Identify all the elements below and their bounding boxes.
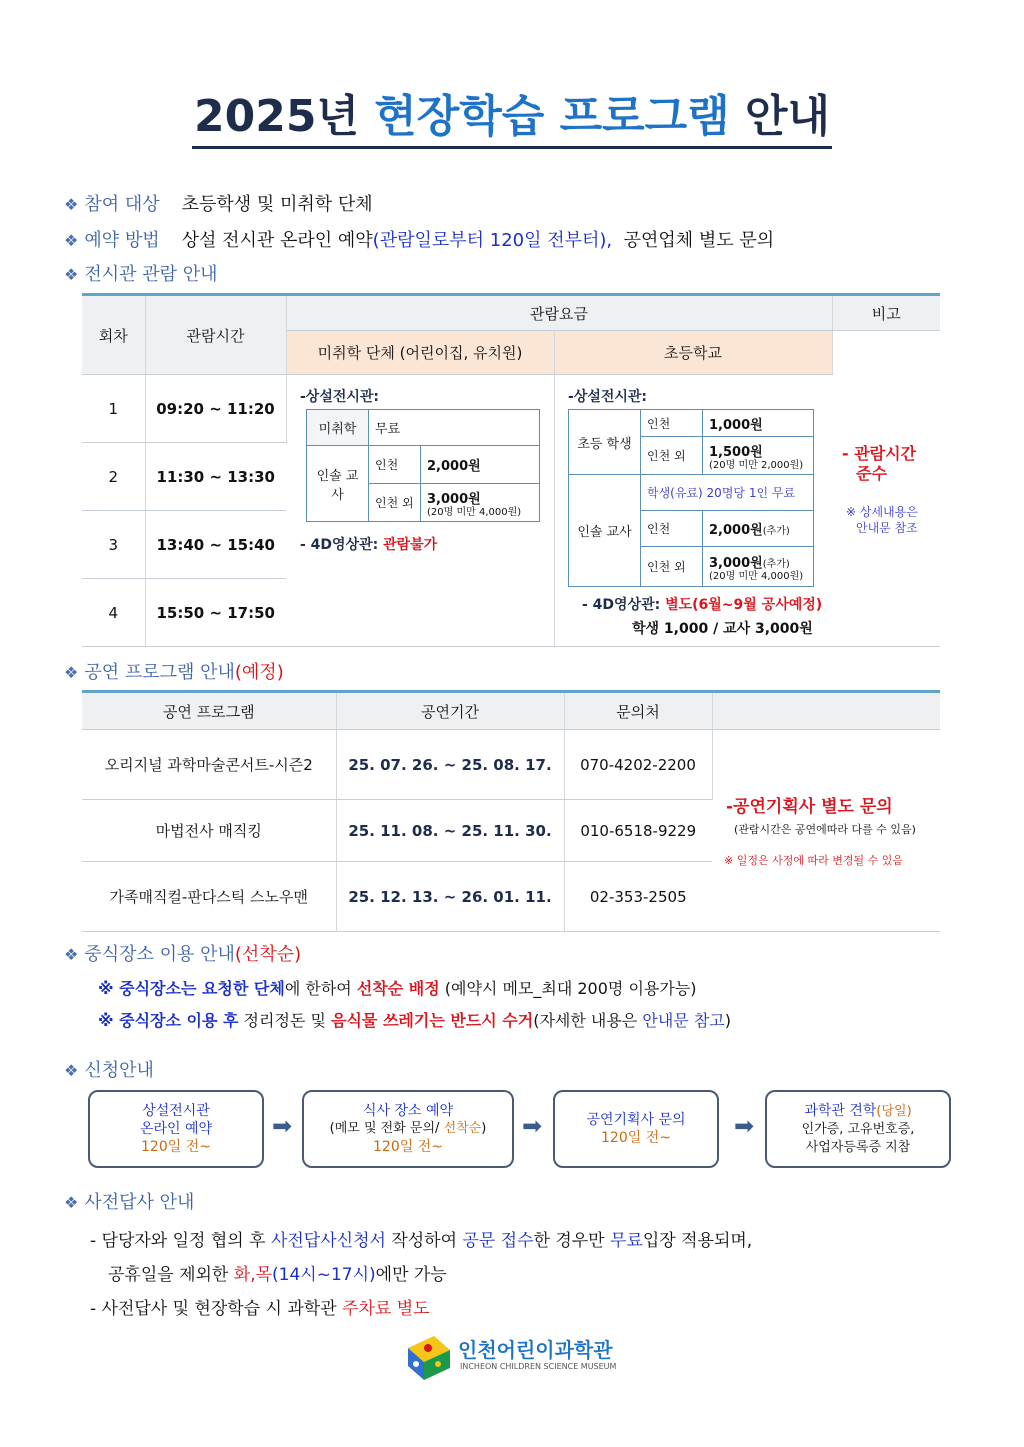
- t-out-label: 인천 외: [641, 547, 703, 587]
- header-fee: 관람요금: [286, 295, 832, 331]
- visit-line-2: 공휴일을 제외한 화,목(14시~17시)에만 가능: [108, 1265, 447, 1285]
- cube-logo-icon: [398, 1328, 456, 1382]
- out-label: 인천 외: [369, 484, 421, 522]
- pre-hall-label: -상설전시관:: [300, 389, 380, 405]
- arrow-right-icon: ➡: [272, 1112, 293, 1140]
- program-contact: 02-353-2505: [564, 862, 712, 932]
- round-cell: 1: [82, 375, 145, 443]
- kid-label: 미취학: [307, 410, 369, 446]
- logo-name: 인천어린이과학관: [458, 1338, 613, 1362]
- visit-heading: ❖ 사전답사 안내: [64, 1192, 195, 1213]
- t-in-label: 인천: [641, 511, 703, 547]
- s-out-label: 인천 외: [641, 437, 703, 475]
- header-elementary: 초등학교: [554, 331, 832, 375]
- visit-line-3: - 사전답사 및 현장학습 시 과학관 주차료 별도: [90, 1299, 430, 1319]
- e-teacher-label: 인솔 교사: [569, 475, 641, 587]
- page-title: 2025년 현장학습 프로그램 안내: [0, 88, 1024, 149]
- elem-4d-row: - 4D영상관: 별도(6월~9월 공사예정): [582, 597, 823, 613]
- diamond-icon: ❖: [64, 663, 79, 682]
- perform-heading: ❖ 공연 프로그램 안내(예정): [64, 662, 284, 683]
- exhibit-heading: ❖ 전시관 관람 안내: [64, 264, 218, 285]
- target-row: ❖ 참여 대상 초등학생 및 미취학 단체: [64, 194, 373, 215]
- kid-fee: 무료: [369, 410, 540, 446]
- out-fee-cell: [421, 484, 540, 522]
- step-performer-inquiry: 공연기획사 문의 120일 전~: [553, 1090, 719, 1168]
- diamond-icon: ❖: [64, 195, 79, 214]
- step-online-reserve: 상설전시관 온라인 예약 120일 전~: [88, 1090, 264, 1168]
- program-contact: 070-4202-2200: [564, 730, 712, 800]
- diamond-icon: ❖: [64, 945, 79, 964]
- lunch-line-1: ※ 중식장소는 요청한 단체에 한하여 선착순 배정 (예약시 메모_최대 200명 이용가능): [98, 979, 697, 998]
- header-blank: [712, 692, 940, 730]
- in-fee: 2,000원: [421, 446, 540, 484]
- time-cell: 15:50 ~ 17:50: [145, 579, 286, 647]
- reserve-row: ❖ 예약 방법 상설 전시관 온라인 예약(관람일로부터 120일 전부터), 공연업체 별도 문의: [64, 230, 775, 251]
- pre-4d-row: - 4D영상관: 관람불가: [300, 537, 438, 553]
- header-contact: 문의처: [564, 692, 712, 730]
- in-label: 인천: [369, 446, 421, 484]
- museum-logo: [398, 1328, 638, 1384]
- t-in-fee-cell: 2,000원(추가): [703, 511, 814, 547]
- logo-sub: INCHEON CHILDREN SCIENCE MUSEUM: [460, 1362, 617, 1371]
- out-sub: (20명 미만 4,000원): [427, 506, 522, 518]
- student-label: 초등 학생: [569, 410, 641, 475]
- perform-note-main: -공연기획사 별도 문의: [726, 797, 893, 817]
- step-visit: 과학관 견학(당일) 인가증, 고유번호증, 사업자등록증 지참: [765, 1090, 951, 1168]
- diamond-icon: ❖: [64, 1193, 79, 1212]
- header-preschool: 미취학 단체 (어린이집, 유치원): [286, 331, 554, 375]
- header-time: 관람시간: [145, 295, 286, 375]
- s-out-fee-cell: 1,500원 (20명 미만 2,000원): [703, 437, 814, 475]
- diamond-icon: ❖: [64, 265, 79, 284]
- elem-hall-label: -상설전시관:: [568, 389, 648, 405]
- header-program: 공연 프로그램: [82, 692, 336, 730]
- program-name: 가족매직컬-판다스틱 스노우맨: [82, 862, 336, 932]
- round-cell: 2: [82, 443, 145, 511]
- header-round: 회차: [82, 295, 145, 375]
- header-period: 공연기간: [336, 692, 564, 730]
- teacher-label: 인솔 교사: [307, 446, 369, 522]
- note-main: - 관람시간 준수: [842, 444, 917, 483]
- arrow-right-icon: ➡: [522, 1112, 543, 1140]
- visit-line-1: - 담당자와 일정 협의 후 사전답사신청서 작성하여 공문 접수한 경우만 무료입장 적용되며,: [90, 1231, 753, 1251]
- program-period: 25. 07. 26. ~ 25. 08. 17.: [336, 730, 564, 800]
- program-period: 25. 12. 13. ~ 26. 01. 11.: [336, 862, 564, 932]
- arrow-right-icon: ➡: [734, 1112, 755, 1140]
- elem-4d-fee: 학생 1,000 / 교사 3,000원: [632, 621, 813, 637]
- program-name: 마법전사 매직킹: [82, 800, 336, 862]
- out-fee: 3,000원: [427, 491, 481, 507]
- diamond-icon: ❖: [64, 231, 79, 250]
- elem-fee-table: [568, 409, 814, 587]
- step-lunch-reserve: 식사 장소 예약 (메모 및 전화 문의/ 선착순) 120일 전~: [302, 1090, 514, 1168]
- time-cell: 13:40 ~ 15:40: [145, 511, 286, 579]
- perform-note-warn: ※ 일정은 사정에 따라 변경될 수 있음: [724, 854, 903, 867]
- pre-fee-table: [306, 409, 540, 522]
- program-period: 25. 11. 08. ~ 25. 11. 30.: [336, 800, 564, 862]
- note-cell: [832, 331, 940, 647]
- round-cell: 4: [82, 579, 145, 647]
- s-in-fee: 1,000원: [703, 410, 814, 437]
- program-name: 오리지널 과학마술콘서트-시즌2: [82, 730, 336, 800]
- round-cell: 3: [82, 511, 145, 579]
- header-note: 비고: [832, 295, 940, 331]
- free-note: 학생(유료) 20명당 1인 무료: [641, 475, 814, 511]
- diamond-icon: ❖: [64, 1061, 79, 1080]
- time-cell: 11:30 ~ 13:30: [145, 443, 286, 511]
- s-in-label: 인천: [641, 410, 703, 437]
- perform-note-sub: (관람시간은 공연에따라 다를 수 있음): [734, 823, 916, 836]
- note-sub: ※ 상세내용은 안내문 참조: [846, 505, 918, 535]
- program-contact: 010-6518-9229: [564, 800, 712, 862]
- t-out-fee-cell: 3,000원(추가) (20명 미만 4,000원): [703, 547, 814, 587]
- lunch-line-2: ※ 중식장소 이용 후 정리정돈 및 음식물 쓰레기는 반드시 수거(자세한 내용은 안내문 참고): [98, 1011, 731, 1030]
- time-cell: 09:20 ~ 11:20: [145, 375, 286, 443]
- lunch-heading: ❖ 중식장소 이용 안내(선착순): [64, 944, 302, 965]
- apply-heading: ❖ 신청안내: [64, 1060, 154, 1081]
